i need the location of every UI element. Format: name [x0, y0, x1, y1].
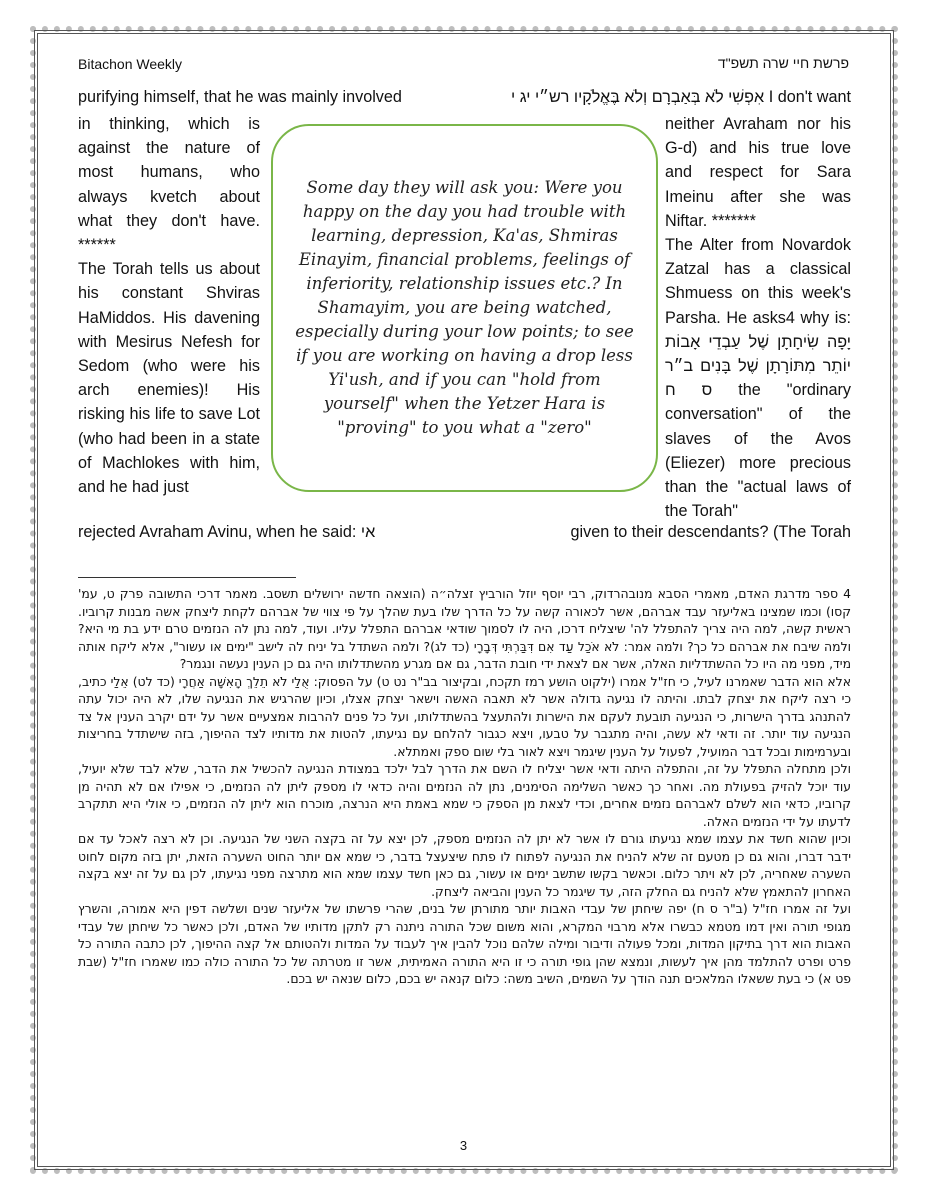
footnote-divider: [78, 577, 296, 578]
right-column-paragraph-avraham: neither Avraham nor his G-d) and his true love and respect for Sara Imeinu after she was Niftar. *******: [665, 115, 851, 230]
left-column-paragraph-thinking: in thinking, which is against the nature of most humans, who always kvetch about what they don't have. ******: [78, 115, 260, 255]
left-column: [78, 112, 260, 499]
quote-text: Some day they will ask you: Were you happy on the day you had trouble with learning, depression, Ka'as, Shmiras Einayim, financial problems, feelings of inferiority, relationship issues etc.? In Shamayim, you are being watched, especially during your low points; to see if you are working on having a drop less Yi'ush, and if you can "hold from yourself" when the Yetzer Hara is "proving" to you what a "zero": [295, 178, 634, 437]
footnote-paragraph-4: וכיון שהוא חשד את עצמו שמא נגיעתו גורם לו אשר לא יתן לה הנזמים מספק, לכן יצא על זה בקצה השני של הנגיעה. וכן לא רצה לאכל עד אם ידבר דברו, והוא גם כן מטעם זה שלא להניח את הנגיעה לפתוח לו פתח שיצעצל בדבר, כי שמא אם יותר החוט השערה הזאת, יתן בזה מקום לחוט השערה שאחריה, לכן לא ויתר כלום. וכאשר בקשו שתשב ימים או עשור, גם כאן חשד עצמו שמא הוא מתרצה מפני נגיעתו, לכן גם על זה יצא בקצה האחרון להתאמץ שלא להניח גם החלק הזה, עד שיגמר כל הענין והביאה ליצחק.: [78, 831, 851, 899]
right-column-paragraph-alter: The Alter from Novardok Zatzal has a classical Shmuess on this week's Parsha. He asks4 why is: יָפָה שִׂיחָתָן שֶׁל עַבְדֵי אָבוֹת יוֹתֵר מִתּוֹרָתָן שֶׁל בָּנִים ב״ר ס ח the "ordinary conversation" of the slaves of the Avos (Eliezer) more precious than the "actual laws of the Torah": [665, 236, 851, 521]
footnote-paragraph-3: ולכן מתחלה התפלל על זה, והתפלה היתה ודאי אשר יצליח לו השם את הדרך לבל ילכד במצודת הנגיעה להכשיל את הדבר, שלא לבד שלא יועיל, עוד יוכל להזיק בפעולת מה. ואחר כך כאשר השלימה הסימנים, נתן לה הנזמים והיה כדאי לו מספק ליתן לה הנזמים, כי אפילו אם לא תהיה מן קרוביו, כדאי הוא לשלם לאברהם נזמים אחרים, וכדי לצאת מן הספק כי שמא באמת היא הנרצה, מוכרח הוא ליתן לה הנזמים, כי אולי היא תתקרב לדעתו על ידי הנזמים האלה.: [78, 761, 851, 829]
quote-box: [271, 124, 658, 492]
header-publication-title: Bitachon Weekly: [78, 56, 183, 72]
first-line-hebrew: אִפְשִׁי לֹא בְּאַבְרָם וְלֹא בֶּאֱלֹקָיו רש״י יג י: [511, 88, 765, 106]
footnote-paragraph-2: אלא הוא הדבר שאמרנו לעיל, כי חז"ל אמרו (ילקוט הושע רמז תקכח, ובקיצור בב"ר נט ט) על הפסוק: אֻלַי לֹא תֵלֵךְ הָאִשָּׁה אַחֲרָי (כד לט) אֵלַי כתיב, כי רצה ליקח את יצחק לבתו. והיתה לו נגיעה גדולה אשר לא תאבה האשה וישאר יצחק אצלו, וכיון שהרגיש את הנגיעה שלו, לא היה יכול עתה להתנהג בדרך הישרות, כי הנגיעה תובעת לעקם את הישרות ולהתעצל בהשתדלותו, ועל כל פנים להרבות אמצעיים אשר על ידם יקרב הענין אל צד הנגיעה עוד יותר. זה ודאי לא עשה, והיה מתגבר על טבעו, ויצא כגבור להלחם עם נגיעתו, להטות את מדותיו לצד ההיפוך, בזה שישתדל בחריצות ובערמימות ובכל דבר המועיל, לפעול על הענין שיגמר ויצא לאור בלי שום ספק ואמתלא.: [78, 673, 851, 759]
right-column-last-line: given to their descendants? (The Torah: [570, 523, 851, 541]
right-column: [665, 112, 851, 523]
left-column-last-line: rejected Avraham Avinu, when he said: אי: [78, 523, 376, 541]
left-column-first-line: purifying himself, that he was mainly involved: [78, 88, 402, 106]
page-number: 3: [459, 1138, 468, 1153]
left-column-paragraph-torah: The Torah tells us about his constant Shviras HaMiddos. His davening with Mesirus Nefesh for Sedom (who were his arch enemies)! His risking his life to save Lot (who had been in a state of Machlokes with him, and he had just: [78, 260, 260, 497]
footnote-paragraph-5: ועל זה אמרו חז"ל (ב"ר ס ח) יפה שיחתן של עבדי האבות יותר מתורתן של בנים, שהרי פרשתו של אליעזר שנים ושלשה דפין היא אמורה, והשרץ מגופי תורה ואין דמו מטמא כבשרו אלא מרבוי המקרא, והוא משום שכל התורה ניתנה רק לתקן מדותיו של האדם, ולכן כאשר כל שיחתן של עבדי האבות הוא דרך בתיקון המדות, ומכל פעולה ודיבור ומילה שלהם נוכל להבין איך לעבוד על המדות ולהטותם אל קצה ההיפוך, לכן כתבה התורה כל פרט ופרט להתלמד מהן איך לעשות, ונמצא שהן גופי תורה כי זו היא התורה האמיתית, אשר זו מטרתה של כל התורה כולה כמו שאמרו חז"ל (שבת פט א) כי בעת ששאלו המלאכים תנה הודך על השמים, השיב משה: כלום קנאה יש בכם, כלום שנאה יש בכם.: [78, 901, 851, 986]
footnote-paragraph-1: 4 ספר מדרגת האדם, מאמרי הסבא מנובהרדוק, רבי יוסף יוזל הורביץ זצלה״ה (הוצאה חדשה ירושלים תשסב. מאמר דרכי התשובה פרק ט, עמ' קסו) וכמו שמצינו באליעזר עבד אברהם, אשר לכאורה קשה על כל הדרך שלו בעת שהלך על פי צווי של אברהם לקחת ליצחק אשה מבנות קרוביו. ראשית קשה, למה היה צריך להתפלל לה' שיצליח דרכו, היה לו לסמוך שודאי אברהם התפלל עליו. ועוד, למה נתן לה הנזמים טרם ידע בת מי היא? ולמה שיבח את אברהם כל כך? ולמה אמר: לֹא אֹכַל עַד אִם דִּבַּרְתִּי דְּבָרָי (כד לג)? ולמה השתדל בל יניח לה לישב "ימים או עשור", אלא ליקח אותה מיד, מפני מה היו כל ההשתדליות האלה, אשר אם לצאת ידי חובת הדבר, גם אם מגרע מהשתדלותו היה גם כן הענין נעשה ונגמר?: [78, 586, 851, 671]
first-line-english: I don't want: [768, 88, 851, 106]
header-parsha-title: פרשת חיי שרה תשפ"ד: [717, 55, 849, 71]
footnotes: [78, 585, 851, 988]
right-column-first-line: [466, 88, 851, 107]
